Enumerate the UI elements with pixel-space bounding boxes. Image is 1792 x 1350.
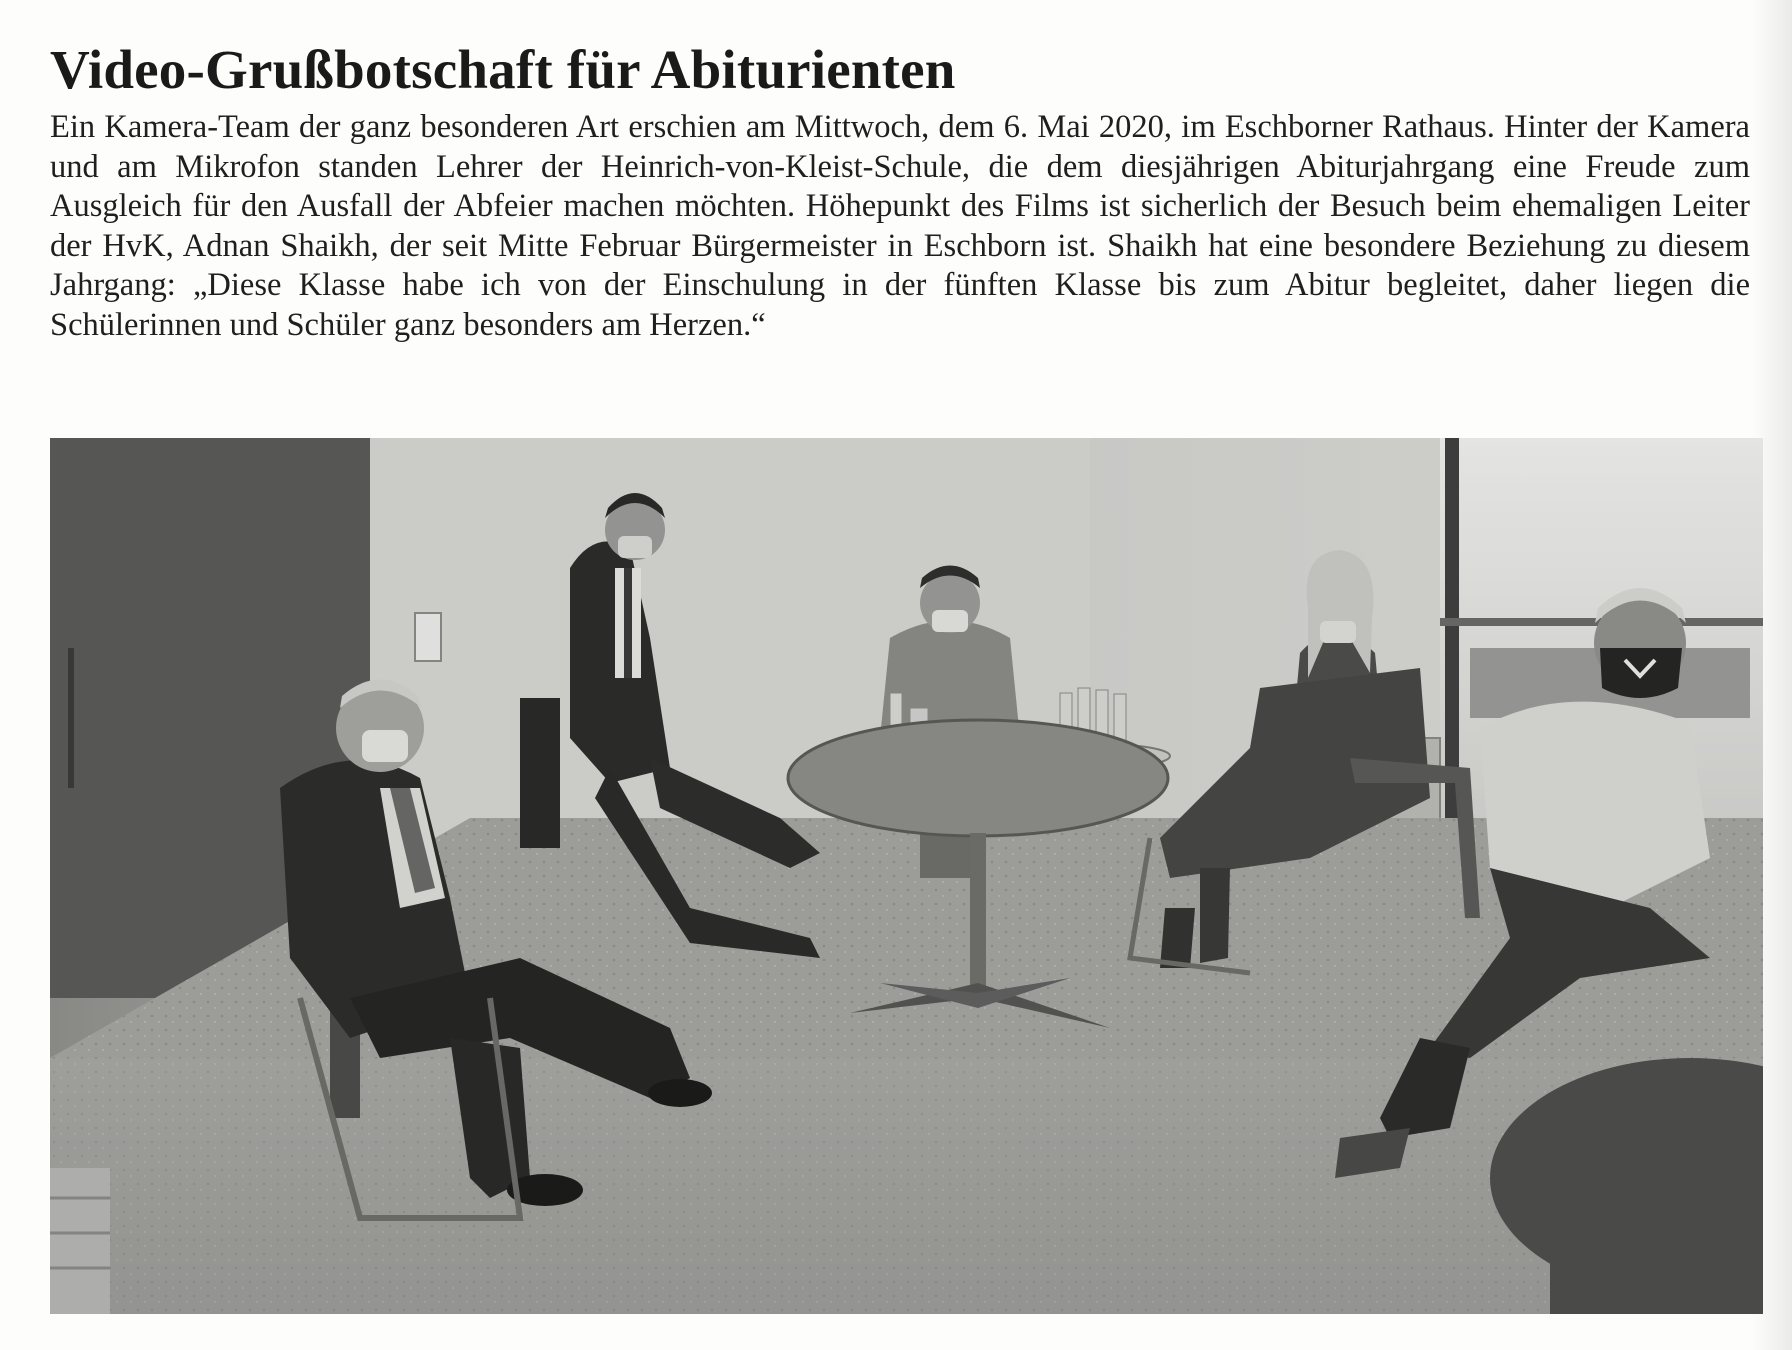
headline: Video-Grußbotschaft für Abiturienten bbox=[50, 39, 956, 100]
article bbox=[50, 38, 1750, 346]
article-photo bbox=[50, 438, 1763, 1314]
article-body: Ein Kamera-Team der ganz besonderen Art erschien am Mittwoch, dem 6. Mai 2020, im Eschborner Rathaus. Hinter der Kamera und am Mikrofon standen Lehrer der Heinrich-von-Kleist-Schule, die dem diesjährigen Abiturjahrgang eine Freude zum Ausgleich für den Ausfall der Abfeier machen möchten. Höhepunkt des Films ist sicherlich der Besuch beim ehemaligen Leiter der HvK, Adnan Shaikh, der seit Mitte Februar Bürgermeister in Eschborn ist. Shaikh hat eine besondere Beziehung zu diesem Jahrgang: „Diese Klasse habe ich von der Einschulung in der fünften Klasse bis zum Abitur begleitet, daher liegen die Schülerinnen und Schüler ganz besonders am Herzen.“ bbox=[50, 109, 1750, 343]
photo-illustration bbox=[50, 438, 1763, 1314]
